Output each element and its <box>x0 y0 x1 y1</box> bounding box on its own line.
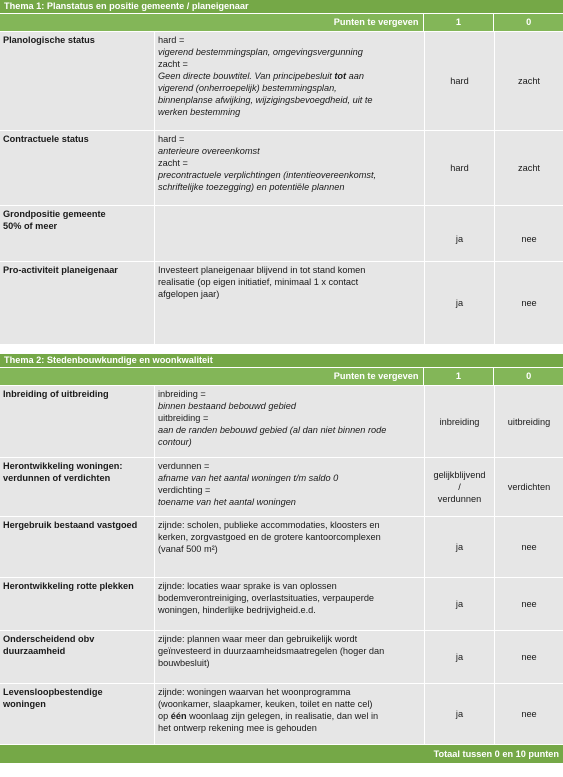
desc-line: Investeert planeigenaar blijvend in tot stand komen <box>158 265 366 275</box>
table-row <box>0 516 563 577</box>
table-row <box>0 630 563 683</box>
score-1: ja <box>424 631 494 683</box>
table-row <box>0 261 563 344</box>
points-label: Punten te vergeven <box>333 17 419 27</box>
score-0: nee <box>494 206 563 261</box>
criterion-description <box>154 131 424 205</box>
criterion-description <box>154 206 424 261</box>
score-1: ja <box>424 684 494 744</box>
table-row <box>0 130 563 205</box>
score-0: zacht <box>494 32 563 130</box>
score-1: inbreiding <box>424 386 494 457</box>
criterion-description <box>154 32 424 130</box>
col1-header: 1 <box>423 14 494 31</box>
score-1: hard <box>424 32 494 130</box>
theme2-header <box>0 367 563 385</box>
score-1: hard <box>424 131 494 205</box>
total-label: Totaal tussen 0 en 10 punten <box>0 744 563 763</box>
score-0: uitbreiding <box>494 386 563 457</box>
theme1-header <box>0 13 563 31</box>
spacer <box>0 344 563 354</box>
theme1-title: Thema 1: Planstatus en positie gemeente / planeigenaar <box>0 0 563 13</box>
desc-line: vigerend (onherroepelijk) bestemmingsplan, <box>158 83 337 93</box>
col1-header: 1 <box>423 368 494 385</box>
desc-line: aan de randen bebouwd gebied (al dan niet binnen rode <box>158 425 387 435</box>
desc-line: contour) <box>158 437 192 447</box>
score-1: gelijkblijvend / verdunnen <box>424 458 494 516</box>
criterion-description <box>154 631 424 683</box>
desc-line: zijnde: scholen, publieke accommodaties, kloosters en <box>158 520 380 530</box>
score-0: nee <box>494 517 563 577</box>
table-row <box>0 683 563 744</box>
desc-line: afname van het aantal woningen t/m saldo 0 <box>158 473 339 483</box>
col2-header: 0 <box>493 368 563 385</box>
score-0: nee <box>494 684 563 744</box>
desc-line: (woonkamer, slaapkamer, keuken, toilet en natte cel) <box>158 699 373 709</box>
score-1: ja <box>424 578 494 630</box>
desc-line: het ontwerp rekening mee is gehouden <box>158 723 317 733</box>
desc-line: vigerend bestemmingsplan, omgevingsvergunning <box>158 47 363 57</box>
desc-line: zijnde: locaties waar sprake is van oplossen <box>158 581 337 591</box>
criterion-name: Hergebruik bestaand vastgoed <box>3 520 138 530</box>
criterion-name: Pro-activiteit planeigenaar <box>3 265 118 275</box>
table-row <box>0 205 563 261</box>
score-0: nee <box>494 578 563 630</box>
criterion-description <box>154 386 424 457</box>
desc-line: schriftelijke toezegging) en potentiële plannen <box>158 182 345 192</box>
criterion-name: Grondpositie gemeente 50% of meer <box>3 209 106 231</box>
table-row <box>0 385 563 457</box>
desc-line: realisatie (op eigen initiatief, minimaal 1 x contact <box>158 277 359 287</box>
score-0: verdichten <box>494 458 563 516</box>
desc-line: precontractuele verplichtingen (intentieovereenkomst, <box>158 170 377 180</box>
desc-line: zijnde: plannen waar meer dan gebruikelijk wordt <box>158 634 358 644</box>
desc-line: zacht = <box>158 59 188 69</box>
criterion-name: Herontwikkeling woningen: verdunnen of verdichten <box>3 461 123 483</box>
score-0: nee <box>494 262 563 344</box>
desc-line: binnenplanse afwijking, wijzigingsbevoegdheid, uit te <box>158 95 373 105</box>
criterion-description <box>154 262 424 344</box>
score-1: ja <box>424 206 494 261</box>
desc-line: verdunnen = <box>158 461 210 471</box>
table-row <box>0 31 563 130</box>
desc-line: bouwbesluit) <box>158 658 210 668</box>
desc-line: toename van het aantal woningen <box>158 497 296 507</box>
criterion-name: Herontwikkeling rotte plekken <box>3 581 134 591</box>
theme2-title: Thema 2: Stedenbouwkundige en woonkwaliteit <box>0 354 563 367</box>
desc-line: inbreiding = <box>158 389 206 399</box>
desc-line: (vanaf 500 m²) <box>158 544 218 554</box>
desc-line: verdichting = <box>158 485 211 495</box>
desc-line: binnen bestaand bebouwd gebied <box>158 401 296 411</box>
desc-line: op één woonlaag zijn gelegen, in realisatie, dan wel in <box>158 711 379 721</box>
score-1: ja <box>424 517 494 577</box>
desc-line: hard = <box>158 134 185 144</box>
score-0: zacht <box>494 131 563 205</box>
criterion-name: Contractuele status <box>3 134 89 144</box>
points-label: Punten te vergeven <box>333 371 419 381</box>
criterion-description <box>154 517 424 577</box>
desc-line: kerken, zorgvastgoed en de grotere kantoorcomplexen <box>158 532 381 542</box>
criterion-name: Inbreiding of uitbreiding <box>3 389 109 399</box>
desc-line: geïnvesteerd in duurzaamheidsmaatregelen (hoger dan <box>158 646 385 656</box>
table-row <box>0 577 563 630</box>
desc-line: zacht = <box>158 158 188 168</box>
desc-line: uitbreiding = <box>158 413 209 423</box>
desc-line: woningen, hinderlijke bedrijvigheid.e.d. <box>158 605 316 615</box>
criterion-name: Onderscheidend obv duurzaamheid <box>3 634 95 656</box>
criterion-description <box>154 684 424 744</box>
desc-line: zijnde: woningen waarvan het woonprogramma <box>158 687 351 697</box>
criterion-name: Planologische status <box>3 35 95 45</box>
table-row <box>0 457 563 516</box>
desc-line: Geen directe bouwtitel. Van principebesluit tot aan <box>158 71 364 81</box>
desc-line: anterieure overeenkomst <box>158 146 260 156</box>
criterion-name: Levensloopbestendige woningen <box>3 687 103 709</box>
score-1: ja <box>424 262 494 344</box>
desc-line: afgelopen jaar) <box>158 289 220 299</box>
criterion-description <box>154 458 424 516</box>
criterion-description <box>154 578 424 630</box>
desc-line: bodemverontreiniging, overlastsituaties, verpauperde <box>158 593 375 603</box>
desc-line: hard = <box>158 35 185 45</box>
col2-header: 0 <box>493 14 563 31</box>
desc-line: werken bestemming <box>158 107 241 117</box>
score-0: nee <box>494 631 563 683</box>
